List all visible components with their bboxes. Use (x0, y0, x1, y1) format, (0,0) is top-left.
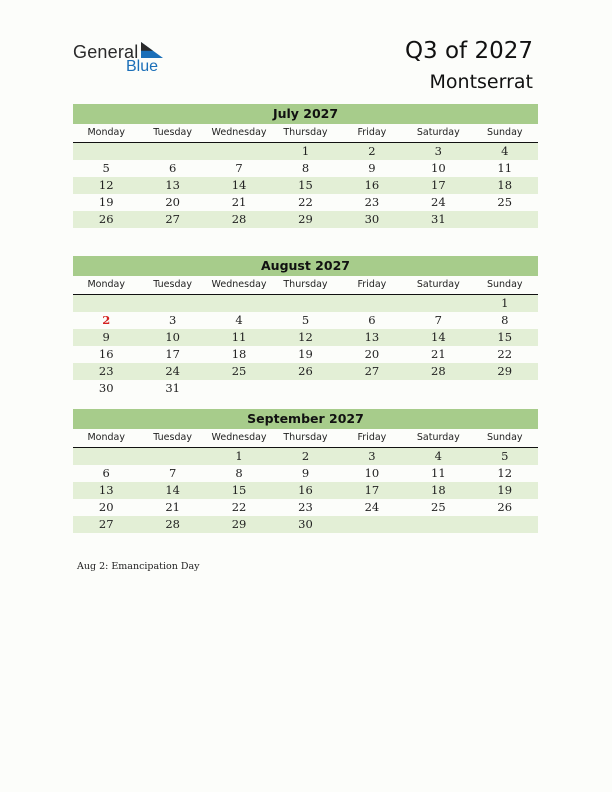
day-cell: 11 (231, 330, 247, 344)
day-cell: 20 (98, 500, 114, 514)
day-cell: 13 (98, 483, 114, 497)
day-cell (73, 143, 139, 160)
day-cell: 13 (364, 330, 380, 344)
day-cell: 16 (98, 347, 114, 361)
day-cell (339, 295, 405, 312)
day-cell (472, 211, 538, 228)
week-row (73, 380, 538, 397)
week-row (73, 312, 538, 329)
week-row (73, 482, 538, 499)
day-cell: 6 (368, 313, 376, 327)
day-cell: 1 (235, 449, 243, 463)
day-cell: 21 (431, 347, 446, 361)
day-cell: 5 (301, 313, 310, 327)
day-cell: 27 (364, 364, 380, 378)
day-cell: 21 (165, 500, 180, 514)
weekday-label: Wednesday (211, 432, 267, 443)
weekday-label: Monday (87, 127, 125, 138)
day-cell: 24 (431, 195, 446, 209)
month-september (73, 409, 538, 533)
day-cell: 3 (168, 313, 177, 327)
day-cell: 27 (165, 212, 180, 226)
weekday-label: Sunday (486, 279, 523, 290)
day-cell: 28 (231, 212, 247, 226)
day-cell: 22 (231, 500, 247, 514)
day-cell (206, 295, 272, 312)
month-august (73, 256, 538, 397)
holiday-note: Aug 2: Emancipation Day (77, 561, 200, 572)
day-cell: 28 (431, 364, 446, 378)
day-cell (272, 295, 338, 312)
day-cell (472, 380, 538, 397)
day-cell: 6 (168, 161, 177, 175)
day-cell: 25 (497, 195, 513, 209)
weekday-label: Friday (357, 279, 387, 290)
day-cell: 10 (165, 330, 180, 344)
day-cell: 30 (364, 212, 380, 226)
day-cell (139, 143, 205, 160)
day-cell (206, 143, 272, 160)
week-row (73, 499, 538, 516)
day-cell: 16 (298, 483, 313, 497)
logo-blue-text: Blue (126, 58, 159, 75)
day-cell: 21 (231, 195, 247, 209)
weekday-label: Tuesday (153, 127, 192, 138)
logo-general-text: General (73, 42, 139, 62)
week-row (73, 516, 538, 533)
day-cell: 23 (98, 364, 114, 378)
day-cell: 25 (231, 364, 247, 378)
day-cell: 12 (98, 178, 114, 192)
day-cell (472, 516, 538, 533)
day-cell: 18 (231, 347, 247, 361)
day-cell: 2 (102, 313, 111, 327)
day-cell (73, 295, 139, 312)
country-name: Montserrat (429, 71, 533, 93)
weekday-label: Monday (87, 279, 125, 290)
day-cell: 18 (431, 483, 446, 497)
weekday-label: Friday (357, 432, 387, 443)
day-cell: 12 (497, 466, 513, 480)
day-cell: 29 (231, 517, 247, 531)
day-cell: 28 (165, 517, 180, 531)
day-cell: 7 (434, 313, 442, 327)
day-cell: 23 (298, 500, 313, 514)
day-cell: 22 (298, 195, 313, 209)
day-cell: 13 (165, 178, 180, 192)
month-july (73, 104, 538, 228)
day-cell: 9 (102, 330, 110, 344)
weekday-label: Saturday (416, 127, 460, 138)
day-cell: 15 (231, 483, 247, 497)
day-cell (405, 380, 471, 397)
month-header: August 2027 (73, 256, 538, 276)
page-title (405, 36, 533, 97)
weekday-label: Thursday (283, 432, 328, 443)
day-cell: 7 (168, 466, 177, 480)
day-cell: 15 (298, 178, 313, 192)
logo-flag-icon (141, 42, 163, 58)
day-cell: 17 (431, 178, 446, 192)
day-cell: 4 (235, 313, 243, 327)
logo (73, 40, 173, 80)
day-cell: 18 (497, 178, 513, 192)
day-cell: 19 (98, 195, 114, 209)
day-cell (339, 380, 405, 397)
week-row (73, 329, 538, 346)
day-cell: 1 (501, 296, 509, 310)
day-cell: 11 (431, 466, 446, 480)
month-header: July 2027 (73, 104, 538, 124)
day-cell: 26 (98, 212, 114, 226)
weekday-label: Saturday (416, 432, 460, 443)
day-cell: 31 (431, 212, 446, 226)
day-cell: 26 (497, 500, 513, 514)
day-cell (405, 516, 471, 533)
weekday-label: Tuesday (153, 432, 192, 443)
day-cell: 29 (298, 212, 313, 226)
day-cell: 9 (368, 161, 376, 175)
day-cell: 29 (497, 364, 513, 378)
weekday-label: Wednesday (211, 279, 267, 290)
day-cell: 3 (434, 144, 442, 158)
weekday-label: Sunday (486, 432, 523, 443)
day-cell: 27 (98, 517, 114, 531)
day-cell: 7 (235, 161, 243, 175)
day-cell: 8 (235, 466, 243, 480)
day-cell: 12 (298, 330, 313, 344)
day-cell: 31 (165, 381, 180, 395)
day-cell: 15 (497, 330, 513, 344)
day-cell: 17 (165, 347, 180, 361)
week-row (73, 194, 538, 211)
day-cell: 10 (431, 161, 446, 175)
day-cell: 10 (364, 466, 380, 480)
day-cell: 4 (501, 144, 509, 158)
weekday-label: Friday (357, 127, 387, 138)
weekday-header-row (73, 276, 538, 295)
day-cell: 6 (102, 466, 110, 480)
day-cell: 3 (368, 449, 376, 463)
day-cell: 25 (431, 500, 446, 514)
day-cell: 24 (364, 500, 380, 514)
day-cell (339, 516, 405, 533)
day-cell: 30 (298, 517, 313, 531)
day-cell: 16 (364, 178, 380, 192)
weekday-header-row (73, 124, 538, 143)
weekday-label: Monday (87, 432, 125, 443)
day-cell: 4 (434, 449, 442, 463)
day-cell: 5 (501, 449, 509, 463)
week-row (73, 448, 538, 465)
week-row (73, 211, 538, 228)
day-cell: 19 (298, 347, 313, 361)
day-cell: 5 (102, 161, 110, 175)
month-header: September 2027 (73, 409, 538, 429)
day-cell: 23 (364, 195, 380, 209)
day-cell: 11 (497, 161, 513, 175)
day-cell: 14 (165, 483, 180, 497)
weekday-label: Tuesday (153, 279, 192, 290)
weekday-label: Thursday (283, 127, 328, 138)
weekday-header-row (73, 429, 538, 448)
day-cell: 24 (165, 364, 180, 378)
day-cell (139, 295, 205, 312)
week-row (73, 177, 538, 194)
day-cell (73, 448, 139, 465)
weekday-label: Sunday (486, 127, 523, 138)
quarter-title: Q3 of 2027 (404, 38, 533, 64)
week-row (73, 160, 538, 177)
week-row (73, 295, 538, 312)
day-cell: 20 (165, 195, 180, 209)
weekday-label: Thursday (283, 279, 328, 290)
day-cell: 8 (301, 161, 310, 175)
day-cell: 9 (301, 466, 310, 480)
day-cell: 2 (368, 144, 376, 158)
day-cell (272, 380, 338, 397)
day-cell: 19 (497, 483, 513, 497)
day-cell: 30 (98, 381, 114, 395)
week-row (73, 363, 538, 380)
day-cell: 8 (501, 313, 509, 327)
day-cell: 1 (301, 144, 310, 158)
week-row (73, 143, 538, 160)
day-cell: 17 (364, 483, 380, 497)
weekday-label: Wednesday (211, 127, 267, 138)
day-cell (139, 448, 205, 465)
day-cell: 22 (497, 347, 513, 361)
day-cell: 2 (301, 449, 310, 463)
day-cell: 26 (298, 364, 313, 378)
weekday-label: Saturday (416, 279, 460, 290)
day-cell (206, 380, 272, 397)
day-cell (405, 295, 471, 312)
week-row (73, 346, 538, 363)
day-cell: 20 (364, 347, 380, 361)
day-cell: 14 (231, 178, 247, 192)
day-cell: 14 (431, 330, 446, 344)
week-row (73, 465, 538, 482)
